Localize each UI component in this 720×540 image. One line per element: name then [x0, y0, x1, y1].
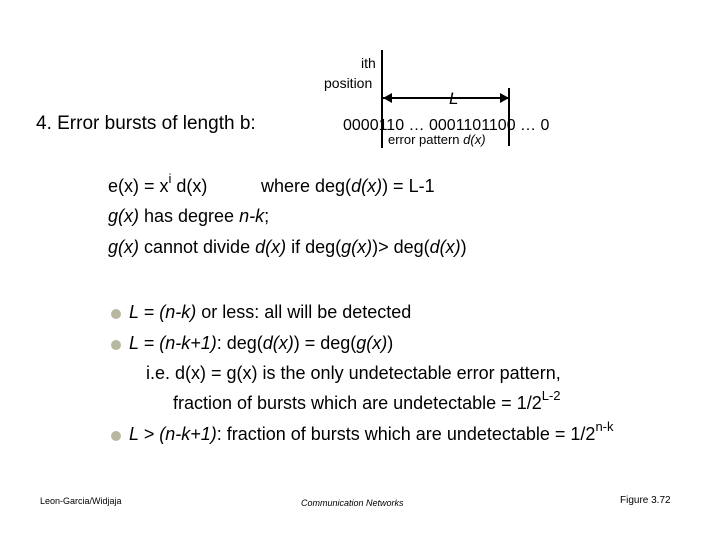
burst-length-label: L: [449, 89, 459, 108]
eq-ex: e(x) = x: [108, 176, 169, 196]
gx-degree-line: [108, 206, 269, 227]
b2-dx: d(x): [262, 333, 294, 353]
b1-condition: L = (n-k): [129, 302, 197, 322]
error-pattern-label: [388, 132, 486, 147]
divide-dx: d(x): [255, 237, 287, 257]
divide-if: if deg(: [286, 237, 342, 257]
b2-close: ): [387, 333, 394, 353]
gx-term: g(x): [108, 206, 139, 226]
degree-end: ) = L-1: [382, 176, 435, 196]
degree-condition: [261, 176, 435, 197]
b2-eq: ) = deg(: [293, 333, 357, 353]
degree-where: where deg(: [261, 176, 352, 196]
b1-text: or less: all will be detected: [196, 302, 412, 322]
divide-gt: )> deg(: [372, 237, 430, 257]
divide-gx: g(x): [108, 237, 139, 257]
position-label: position: [324, 75, 373, 91]
error-equation: [108, 171, 208, 197]
footer-book-title: Communication Networks: [301, 498, 404, 508]
gx-semicolon: ;: [264, 206, 270, 226]
divide-dx2: d(x): [429, 237, 461, 257]
divide-gx2: g(x): [341, 237, 373, 257]
divide-text: cannot divide: [139, 237, 256, 257]
bullet-1: [129, 302, 411, 323]
section-heading: 4. Error bursts of length b:: [36, 113, 256, 134]
eq-dx: d(x): [171, 176, 208, 196]
error-pattern-text: error pattern: [388, 132, 464, 147]
bullet-2-line-2: i.e. d(x) = g(x) is the only undetectable error pattern,: [146, 363, 561, 383]
b2-fraction: fraction of bursts which are undetectable = 1/2: [173, 393, 542, 413]
degree-dx: d(x): [351, 176, 383, 196]
bullet-dot-3: [111, 431, 121, 441]
b3-exp: n-k: [595, 419, 614, 434]
eq-exponent: i: [168, 171, 172, 186]
b3-condition: L > (n-k+1): [129, 424, 217, 444]
divide-close: ): [460, 237, 467, 257]
ith-label: ith: [361, 55, 376, 71]
bullet-dot-1: [111, 309, 121, 319]
error-pattern-dx: d(x): [463, 132, 486, 147]
gx-has-degree: has degree: [139, 206, 240, 226]
gx-nk: n-k: [239, 206, 265, 226]
bullet-3: [129, 419, 614, 445]
footer-authors: Leon-Garcia/Widjaja: [40, 496, 122, 506]
bit-sequence: 0000110 … 0001101100 … 0: [343, 117, 550, 134]
bullet-2: [129, 333, 393, 354]
footer-figure-number: Figure 3.72: [620, 495, 671, 506]
b2-gx: g(x): [356, 333, 388, 353]
b2-deg: : deg(: [216, 333, 263, 353]
b3-text: : fraction of bursts which are undetectable = 1/2: [216, 424, 596, 444]
b2-condition: L = (n-k+1): [129, 333, 217, 353]
bullet-dot-2: [111, 340, 121, 350]
bullet-2-line-3: [173, 388, 561, 414]
gx-divide-line: [108, 237, 467, 258]
b2-fraction-exp: L-2: [541, 388, 561, 403]
